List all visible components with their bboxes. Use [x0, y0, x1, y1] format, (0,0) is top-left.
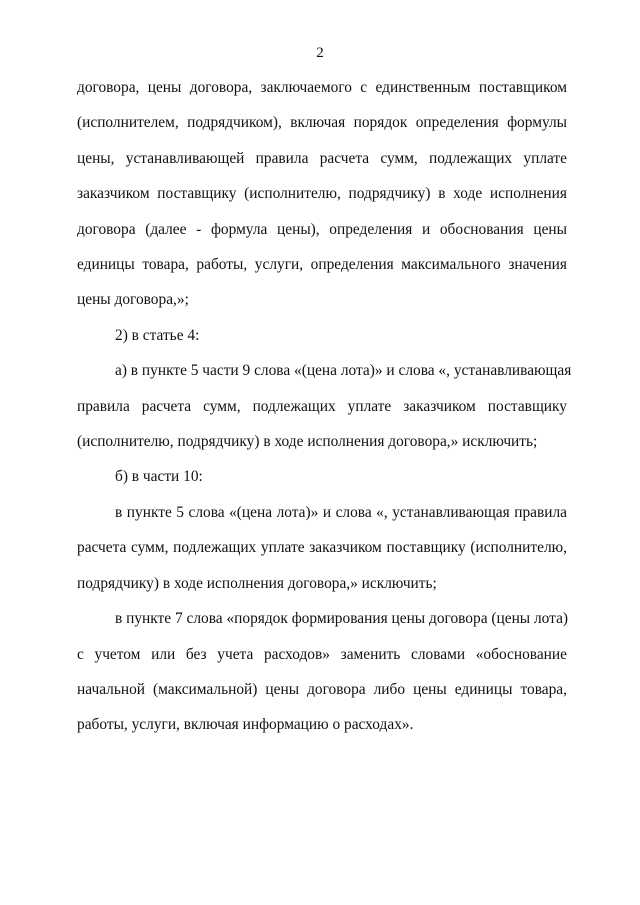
paragraph-continuation	[77, 70, 567, 318]
document-body	[77, 70, 572, 743]
text-line: единицы товара, работы, услуги, определения максимального значения	[77, 256, 567, 274]
paragraph-item-2	[77, 318, 567, 353]
text-line: договора (далее - формула цены), определения и обоснования цены	[77, 220, 567, 238]
text-line: правила расчета сумм, подлежащих уплате заказчиком поставщику	[77, 397, 567, 415]
text-line: подрядчику) в ходе исполнения договора,» исключить;	[77, 574, 437, 592]
text-line: 2) в статье 4:	[115, 326, 200, 344]
page-number: 2	[316, 45, 324, 61]
text-line: начальной (максимальной) цены договора либо цены единицы товара,	[77, 680, 567, 698]
paragraph-point-7	[77, 601, 567, 743]
paragraph-subitem-b	[77, 459, 567, 494]
paragraph-subitem-a	[77, 353, 572, 459]
text-line: цены договора,»;	[77, 291, 189, 309]
text-line: цены, устанавливающей правила расчета сумм, подлежащих уплате	[77, 149, 567, 167]
text-line: (исполнителю, подрядчику) в ходе исполнения договора,» исключить;	[77, 433, 538, 451]
text-line: заказчиком поставщику (исполнителю, подрядчику) в ходе исполнения	[77, 185, 567, 203]
text-line: (исполнителем, подрядчиком), включая порядок определения формулы	[77, 114, 567, 132]
text-line: б) в части 10:	[115, 468, 203, 486]
text-line: а) в пункте 5 части 9 слова «(цена лота)» и слова «, устанавливающая	[115, 362, 572, 380]
paragraph-point-5	[77, 495, 567, 601]
text-line: расчета сумм, подлежащих уплате заказчиком поставщику (исполнителю,	[77, 539, 567, 557]
text-line: в пункте 7 слова «порядок формирования цены договора (цены лота)	[115, 610, 569, 628]
text-line: работы, услуги, включая информацию о расходах».	[77, 716, 414, 734]
text-line: в пункте 5 слова «(цена лота)» и слова «, устанавливающая правила	[115, 503, 567, 521]
text-line: договора, цены договора, заключаемого с единственным поставщиком	[77, 79, 567, 96]
text-line: с учетом или без учета расходов» заменить словами «обоснование	[77, 645, 567, 663]
